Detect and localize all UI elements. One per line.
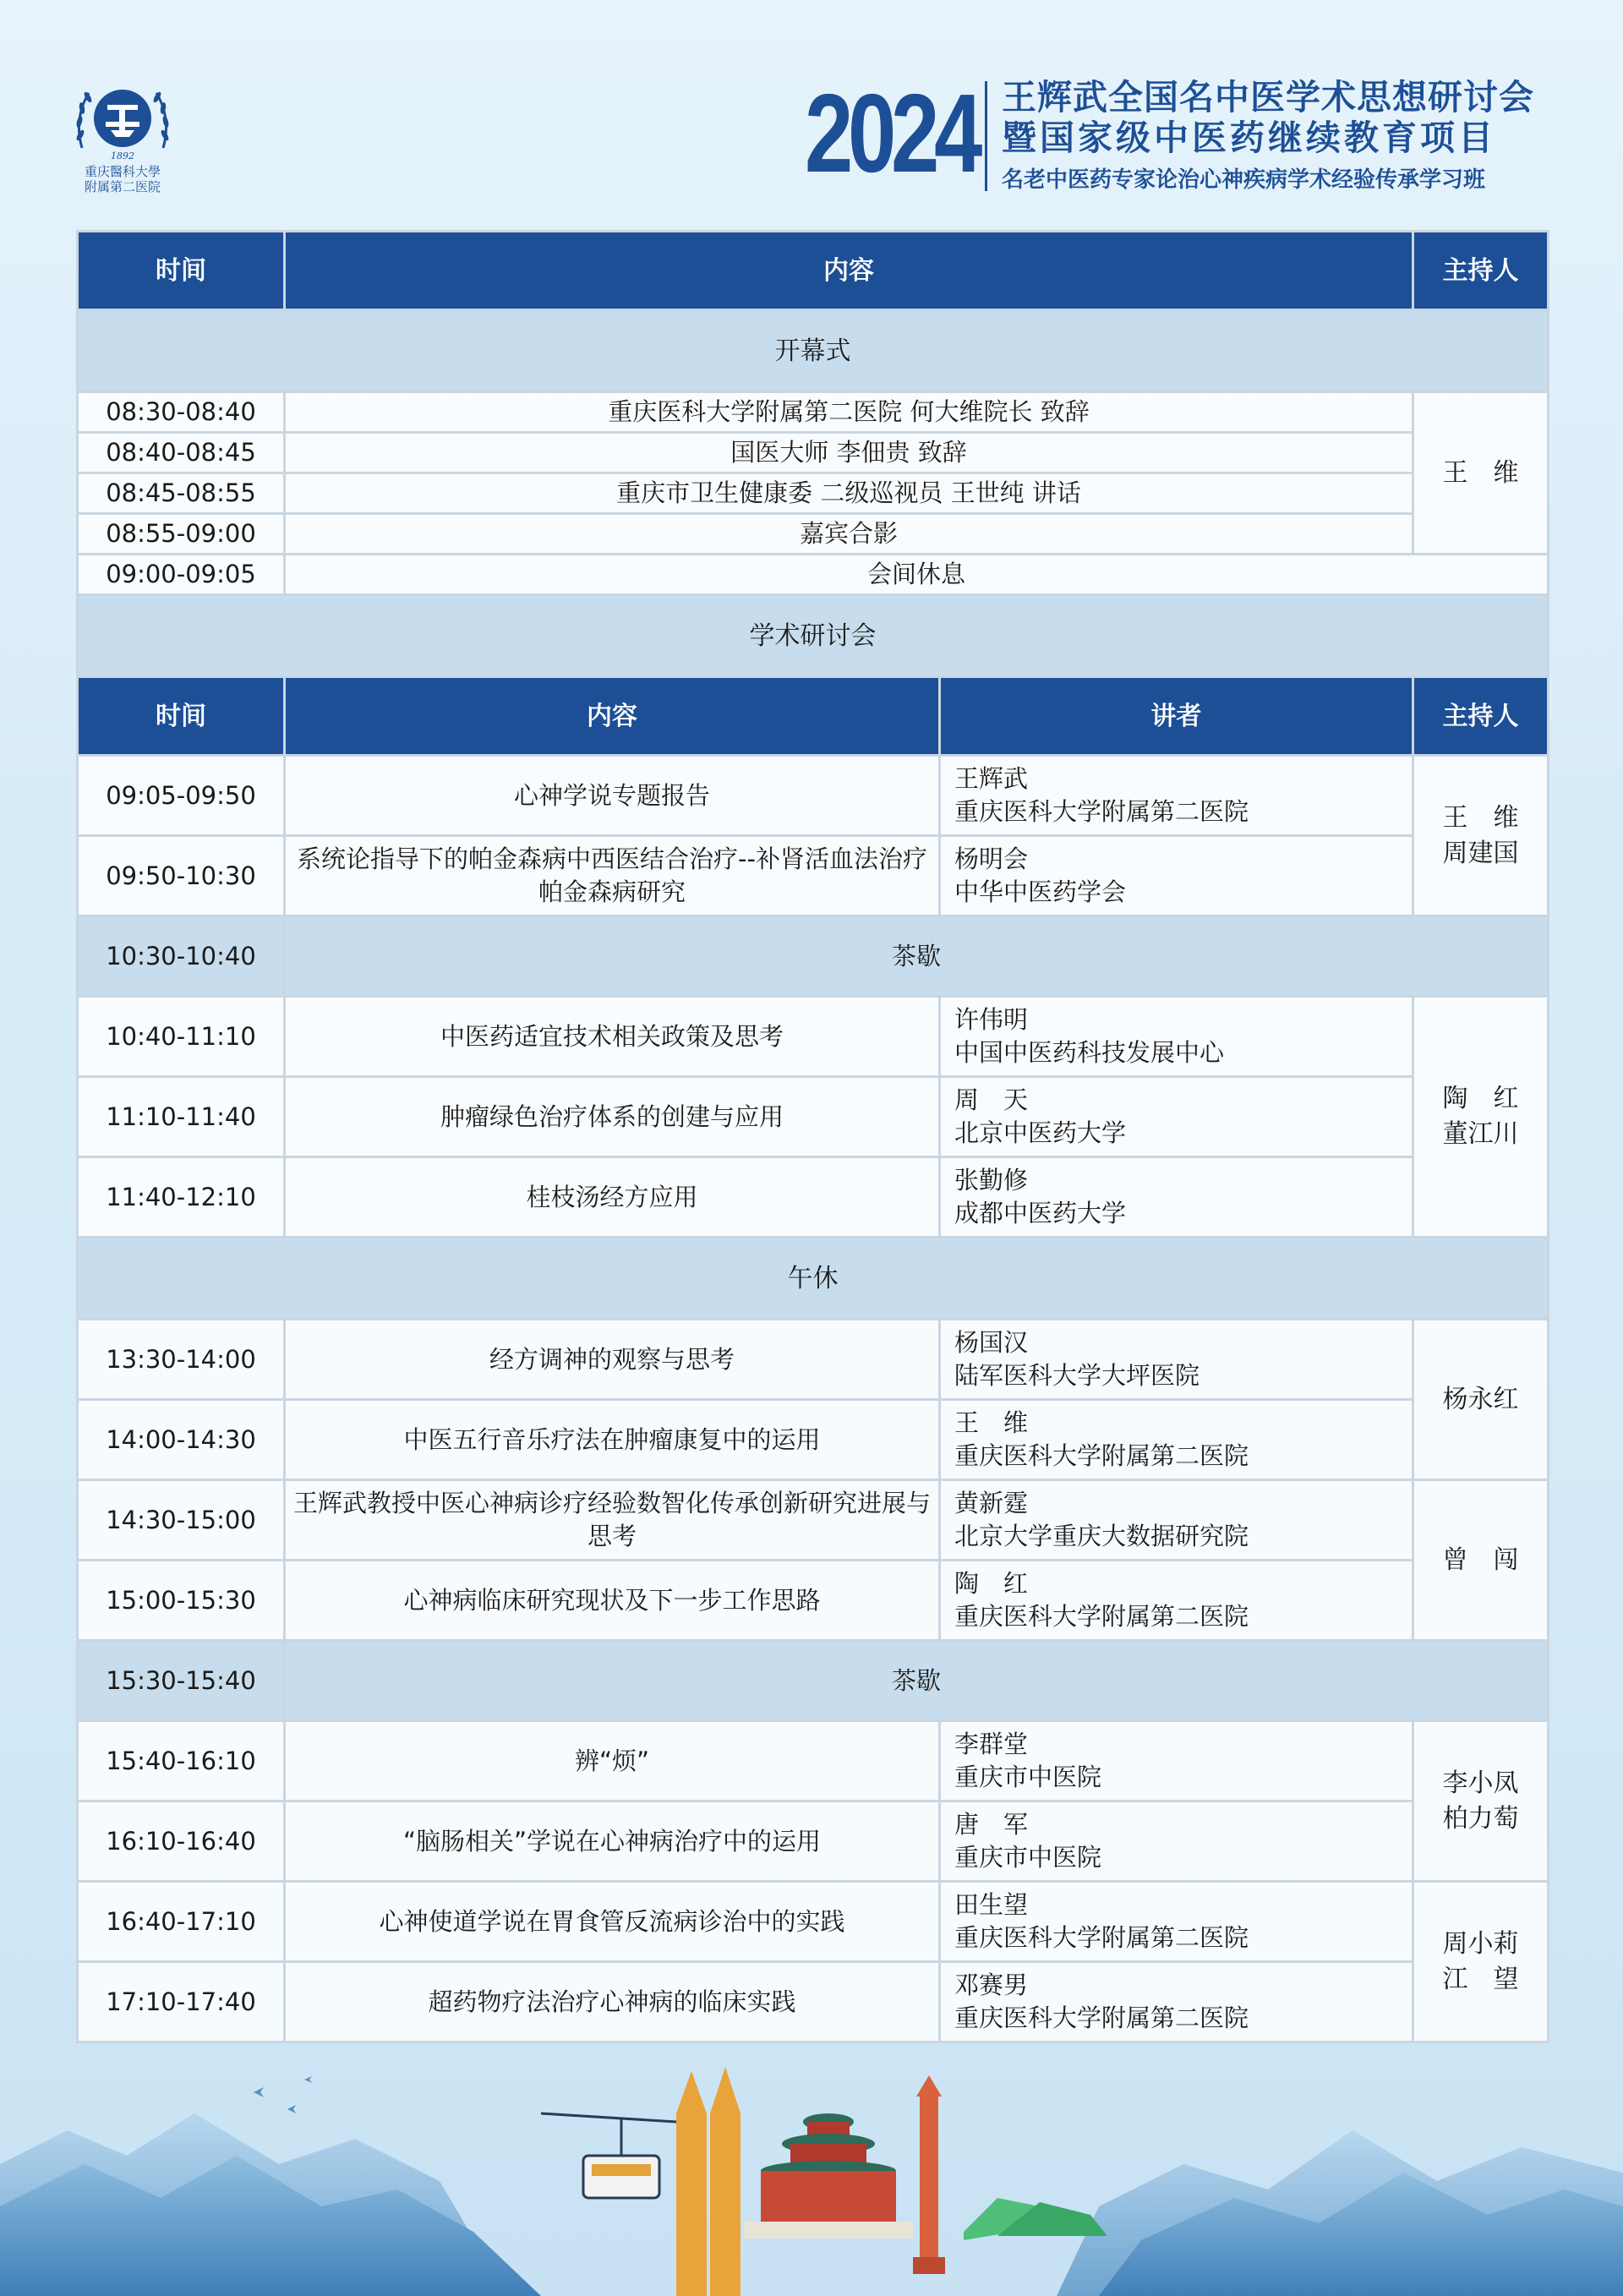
speaker-affiliation: 重庆市中医院 <box>954 1763 1102 1791</box>
row-host <box>1413 756 1549 916</box>
poster-header <box>0 0 1623 228</box>
table-row <box>78 997 1549 1077</box>
row-host <box>1413 997 1549 1238</box>
table-row <box>78 1480 1549 1561</box>
row-content: 茶歇 <box>285 916 1549 997</box>
row-time: 16:10-16:40 <box>78 1801 285 1882</box>
row-content: 心神使道学说在胃食管反流病诊治中的实践 <box>285 1882 940 1962</box>
speaker-affiliation: 陆军医科大学大坪医院 <box>954 1361 1200 1390</box>
schedule-table <box>76 230 1549 2043</box>
host-name: 杨永红 <box>1442 1384 1519 1414</box>
table-row-break <box>78 916 1549 997</box>
table-row-break <box>78 1641 1549 1721</box>
speaker-name: 田生望 <box>954 1890 1029 1919</box>
header-time: 时间 <box>78 677 285 756</box>
twin-towers-icon <box>676 2067 740 2296</box>
event-title-line1: 王辉武全国名中医学术思想研讨会 <box>1002 77 1534 118</box>
section-title-opening: 开幕式 <box>78 310 1549 392</box>
row-speaker <box>940 1077 1413 1157</box>
row-speaker <box>940 1561 1413 1641</box>
row-content: 中医药适宜技术相关政策及思考 <box>285 997 940 1077</box>
section-row-lunch <box>78 1238 1549 1320</box>
speaker-name: 陶 红 <box>954 1569 1029 1598</box>
row-speaker <box>940 836 1413 916</box>
header-host: 主持人 <box>1413 232 1549 310</box>
row-time: 08:55-09:00 <box>78 514 285 555</box>
row-content: 王辉武教授中医心神病诊疗经验数智化传承创新研究进展与思考 <box>285 1480 940 1561</box>
section-title-lunch: 午休 <box>78 1238 1549 1320</box>
cable-car-icon <box>541 2113 676 2198</box>
row-content: 辨“烦” <box>285 1721 940 1801</box>
speaker-affiliation: 中华中医药学会 <box>954 877 1127 906</box>
table-row <box>78 555 1549 595</box>
speaker-affiliation: 北京中医药大学 <box>954 1118 1127 1147</box>
host-name: 曾 闯 <box>1442 1544 1519 1575</box>
table-row <box>78 1077 1549 1157</box>
table-row <box>78 473 1549 514</box>
row-content: 心神学说专题报告 <box>285 756 940 836</box>
host-name: 周小莉 <box>1442 1928 1519 1959</box>
header-content: 内容 <box>285 677 940 756</box>
speaker-name: 杨国汉 <box>954 1328 1029 1357</box>
table-row <box>78 1962 1549 2042</box>
row-speaker <box>940 1480 1413 1561</box>
logo-text-line1: 重庆醫科大學 <box>84 164 161 179</box>
row-content: 心神病临床研究现状及下一步工作思路 <box>285 1561 940 1641</box>
section-title-academic: 学术研讨会 <box>78 595 1549 677</box>
row-content: 重庆医科大学附属第二医院 何大维院长 致辞 <box>285 392 1413 433</box>
row-content: 重庆市卫生健康委 二级巡视员 王世纯 讲话 <box>285 473 1413 514</box>
row-time: 09:00-09:05 <box>78 555 285 595</box>
table-row <box>78 1721 1549 1801</box>
row-time: 17:10-17:40 <box>78 1962 285 2042</box>
row-speaker <box>940 1801 1413 1882</box>
host-name: 柏力萄 <box>1442 1803 1519 1834</box>
section-row-academic <box>78 595 1549 677</box>
row-time: 15:30-15:40 <box>78 1641 285 1721</box>
row-time: 13:30-14:00 <box>78 1320 285 1400</box>
title-divider <box>985 81 987 191</box>
row-content: 肿瘤绿色治疗体系的创建与应用 <box>285 1077 940 1157</box>
row-content: 茶歇 <box>285 1641 1549 1721</box>
monument-tower-icon <box>913 2075 945 2274</box>
row-speaker <box>940 1721 1413 1801</box>
row-time: 16:40-17:10 <box>78 1882 285 1962</box>
speaker-name: 李群堂 <box>954 1730 1029 1758</box>
row-time: 11:40-12:10 <box>78 1157 285 1238</box>
table-row <box>78 433 1549 473</box>
table-row <box>78 1882 1549 1962</box>
speaker-name: 王 维 <box>954 1408 1029 1437</box>
row-content: 国医大师 李佃贵 致辞 <box>285 433 1413 473</box>
row-host <box>1413 1882 1549 2042</box>
table-row <box>78 1801 1549 1882</box>
row-speaker <box>940 1882 1413 1962</box>
speaker-name: 许伟明 <box>954 1005 1029 1034</box>
section-row-opening <box>78 310 1549 392</box>
row-content: 嘉宾合影 <box>285 514 1413 555</box>
speaker-name: 黄新霆 <box>954 1489 1029 1517</box>
speaker-affiliation: 重庆市中医院 <box>954 1843 1102 1872</box>
table-row <box>78 1320 1549 1400</box>
table-row <box>78 756 1549 836</box>
city-landmarks-illustration <box>0 2063 1623 2296</box>
row-speaker <box>940 997 1413 1077</box>
row-host <box>1413 1721 1549 1882</box>
row-time: 10:40-11:10 <box>78 997 285 1077</box>
header-content: 内容 <box>285 232 1413 310</box>
table-row <box>78 836 1549 916</box>
theater-icon <box>964 2198 1107 2240</box>
event-title-line2: 暨国家级中医药继续教育项目 <box>1002 118 1496 158</box>
row-time: 15:00-15:30 <box>78 1561 285 1641</box>
row-time: 14:30-15:00 <box>78 1480 285 1561</box>
speaker-name: 张勤修 <box>954 1166 1029 1194</box>
row-speaker <box>940 1320 1413 1400</box>
row-time: 15:40-16:10 <box>78 1721 285 1801</box>
host-name: 江 望 <box>1442 1964 1519 1994</box>
table-row <box>78 514 1549 555</box>
opening-header-row <box>78 232 1549 310</box>
header-time: 时间 <box>78 232 285 310</box>
speaker-affiliation: 中国中医药科技发展中心 <box>954 1038 1225 1067</box>
table-row <box>78 1400 1549 1480</box>
host-name: 李小凤 <box>1442 1768 1519 1798</box>
host-name: 陶 红 <box>1442 1084 1519 1113</box>
row-speaker <box>940 1962 1413 2042</box>
logo-year: 1892 <box>111 150 134 161</box>
speaker-affiliation: 重庆医科大学附属第二医院 <box>954 1602 1249 1631</box>
speaker-affiliation: 重庆医科大学附属第二医院 <box>954 797 1249 826</box>
row-time: 08:30-08:40 <box>78 392 285 433</box>
header-host: 主持人 <box>1413 677 1549 756</box>
row-content: 系统论指导下的帕金森病中西医结合治疗--补肾活血法治疗帕金森病研究 <box>285 836 940 916</box>
host-name: 王 维 <box>1442 802 1519 833</box>
logo-text-line2: 附属第二医院 <box>84 179 161 194</box>
speaker-affiliation: 重庆医科大学附属第二医院 <box>954 1923 1249 1952</box>
row-content: 桂枝汤经方应用 <box>285 1157 940 1238</box>
host-name: 周建国 <box>1442 838 1519 868</box>
row-content: “脑肠相关”学说在心神病治疗中的运用 <box>285 1801 940 1882</box>
row-speaker <box>940 756 1413 836</box>
row-content: 中医五行音乐疗法在肿瘤康复中的运用 <box>285 1400 940 1480</box>
speaker-name: 唐 军 <box>954 1810 1029 1839</box>
host-name: 董江川 <box>1442 1119 1519 1149</box>
academic-header-row <box>78 677 1549 756</box>
hospital-logo <box>63 68 182 203</box>
row-time: 09:50-10:30 <box>78 836 285 916</box>
header-speaker: 讲者 <box>940 677 1413 756</box>
speaker-name: 王辉武 <box>954 764 1029 793</box>
row-time: 08:45-08:55 <box>78 473 285 514</box>
event-subtitle: 名老中医药专家论治心神疾病学术经验传承学习班 <box>1002 167 1486 193</box>
row-content: 超药物疗法治疗心神病的临床实践 <box>285 1962 940 2042</box>
row-time: 14:00-14:30 <box>78 1400 285 1480</box>
row-time: 09:05-09:50 <box>78 756 285 836</box>
speaker-name: 周 天 <box>954 1085 1029 1114</box>
speaker-affiliation: 北京大学重庆大数据研究院 <box>954 1522 1249 1550</box>
speaker-name: 杨明会 <box>954 845 1029 873</box>
speaker-affiliation: 成都中医药大学 <box>954 1199 1127 1227</box>
speaker-name: 邓赛男 <box>954 1971 1029 1999</box>
table-row <box>78 1561 1549 1641</box>
speaker-affiliation: 重庆医科大学附属第二医院 <box>954 1441 1249 1470</box>
table-row <box>78 1157 1549 1238</box>
row-speaker <box>940 1400 1413 1480</box>
row-content: 经方调神的观察与思考 <box>285 1320 940 1400</box>
row-host <box>1413 1320 1549 1480</box>
row-host: 王 维 <box>1413 392 1549 555</box>
event-year: 2024 <box>805 71 978 195</box>
row-host <box>1413 1480 1549 1641</box>
row-speaker <box>940 1157 1413 1238</box>
speaker-affiliation: 重庆医科大学附属第二医院 <box>954 2004 1249 2032</box>
row-time: 08:40-08:45 <box>78 433 285 473</box>
temple-hall-icon <box>744 2113 913 2239</box>
row-content: 会间休息 <box>285 555 1549 595</box>
table-row <box>78 392 1549 433</box>
row-time: 10:30-10:40 <box>78 916 285 997</box>
row-time: 11:10-11:40 <box>78 1077 285 1157</box>
